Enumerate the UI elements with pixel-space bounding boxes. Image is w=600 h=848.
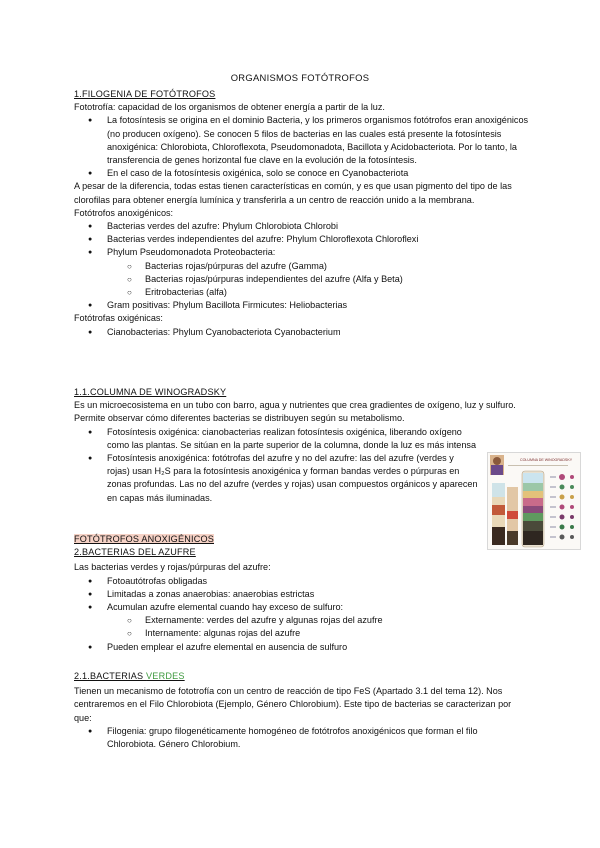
highlighted-section-title: FOTÓTROFOS ANOXIGÉNICOS	[74, 534, 215, 544]
list-item: ● Fotosíntesis oxigénica: cianobacterias realizan fotosíntesis oxigénica, liberando oxígeno como las plantas. Se sitúan en la parte superior de la columna, donde la luz es más intensa	[74, 426, 479, 452]
verdes-paragraph: Tienen un mecanismo de fototrofía con un centro de reacción de tipo FeS (Apartado 3.1 del tema 12). Nos centraremos en el Filo Chlorobiota (Ejemplo, Género Chlorobium). Este tipo de bacterias se caracterizan por que:	[74, 686, 512, 723]
ox-list	[74, 326, 529, 339]
list-item: ● Fotosíntesis anoxigénica: fotótrofas del azufre y no del azufre: las del azufre (verdes y rojas) usan H₂S para la fotosíntesis anoxigénica y forman bandas verdes o púrpuras en zonas profundas. Las no del azufre (verdes y rojas) usan compuestos orgánicos y aparecen en capas más iluminadas.	[74, 452, 479, 505]
list-item: ● Acumulan azufre elemental cuando hay exceso de sulfuro:	[74, 601, 529, 614]
list-item: ● Gram positivas: Phylum Bacillota Firmicutes: Heliobacterias	[74, 299, 529, 312]
heading-verdes: VERDES	[146, 671, 185, 681]
verdes-list	[74, 725, 529, 751]
sub-list-item: ○ Eritrobacterias (alfa)	[74, 286, 529, 299]
list-item: ● Filogenia: grupo filogenéticamente homogéneo de fotótrofos anoxigénicos que forman el filo Chlorobiota. Género Chlorobium.	[74, 725, 529, 751]
list-item: ● Bacterias verdes independientes del azufre: Phylum Chloroflexota Chloroflexi	[74, 233, 529, 246]
list-item: ● Fotoautótrofas obligadas	[74, 575, 529, 588]
section-filogenia	[74, 88, 529, 339]
list-item: ● Cianobacterias: Phylum Cyanobacteriota Cyanobacterium	[74, 326, 529, 339]
sub-list-item: ○ Externamente: verdes del azufre y algunas rojas del azufre	[74, 614, 529, 627]
paragraph-common: A pesar de la diferencia, todas estas tienen características en común, y es que usan pigmento del tipo de las clorofilas para obtener energía lumínica y transferirla a un centro de reacción unido a la membrana.	[74, 181, 512, 205]
heading-bacterias-verdes	[74, 670, 529, 683]
list-item: ● Phylum Pseudomonadota Proteobacteria:	[74, 246, 529, 259]
section-winogradsky	[74, 386, 532, 505]
winogradsky-list	[74, 426, 479, 505]
proteo-sublist	[74, 260, 529, 300]
heading-filogenia: 1.FILOGENIA DE FOTÓTROFOS	[74, 89, 216, 99]
azufre-sublist	[74, 614, 529, 640]
filogenia-list	[74, 114, 529, 180]
list-item: ● Limitadas a zonas anaerobias: anaerobias estrictas	[74, 588, 529, 601]
fototrofia-definition: Fototrofía: capacidad de los organismos de obtener energía a partir de la luz.	[74, 102, 385, 113]
list-item: ● Pueden emplear el azufre elemental en ausencia de sulfuro	[74, 641, 529, 654]
list-item: ● En el caso de la fotosíntesis oxigénica, solo se conoce en Cyanobacteriota	[74, 167, 529, 180]
heading-prefix: 2.1.BACTERIAS	[74, 671, 147, 681]
list-item: ● Bacterias verdes del azufre: Phylum Chlorobiota Chlorobi	[74, 220, 529, 233]
heading-winogradsky: 1.1.COLUMNA DE WINOGRADSKY	[74, 387, 227, 397]
document-title: ORGANISMOS FOTÓTROFOS	[230, 72, 370, 83]
section-bacterias-azufre	[74, 533, 529, 654]
winogradsky-paragraph: Es un microecosistema en un tubo con barro, agua y nutrientes que crea gradientes de oxígeno, luz y sulfuro. Permite observar cómo diferentes bacterias se distribuyen según su metabolismo.	[74, 400, 516, 424]
gram-list	[74, 299, 529, 312]
anox-list	[74, 220, 529, 260]
figure-caption: COLUMNA DE WINOGRADSKY	[520, 458, 573, 462]
heading-fototrofos-anoxigenicos	[74, 533, 529, 546]
list-item: ● La fotosíntesis se origina en el dominio Bacteria, y los primeros organismos fotótrofos eran anoxigénicos (no producen oxígeno). Se conocen 5 filos de bacterias en las cuales está presente la fotosíntesis anoxigénica: Chlorobiota, Chloroflexota, Pseudomonadota, Bacillota y Acidobacteriota. Por lo tanto, la transferencia de genes horizontal fue clave en la evolución de la fotosíntesis.	[74, 114, 529, 167]
ox-label: Fotótrofas oxigénicas:	[74, 313, 163, 324]
anox-label: Fotótrofos anoxigénicos:	[74, 207, 174, 218]
heading-bacterias-azufre: 2.BACTERIAS DEL AZUFRE	[74, 547, 196, 558]
sub-list-item: ○ Bacterias rojas/púrpuras independientes del azufre (Alfa y Beta)	[74, 273, 529, 286]
azufre-list	[74, 575, 529, 615]
azufre-list-last	[74, 641, 529, 654]
sub-list-item: ○ Bacterias rojas/púrpuras del azufre (Gamma)	[74, 260, 529, 273]
sub-list-item: ○ Internamente: algunas rojas del azufre	[74, 627, 529, 640]
azufre-intro: Las bacterias verdes y rojas/púrpuras del azufre:	[74, 562, 271, 573]
section-bacterias-verdes	[74, 670, 529, 751]
